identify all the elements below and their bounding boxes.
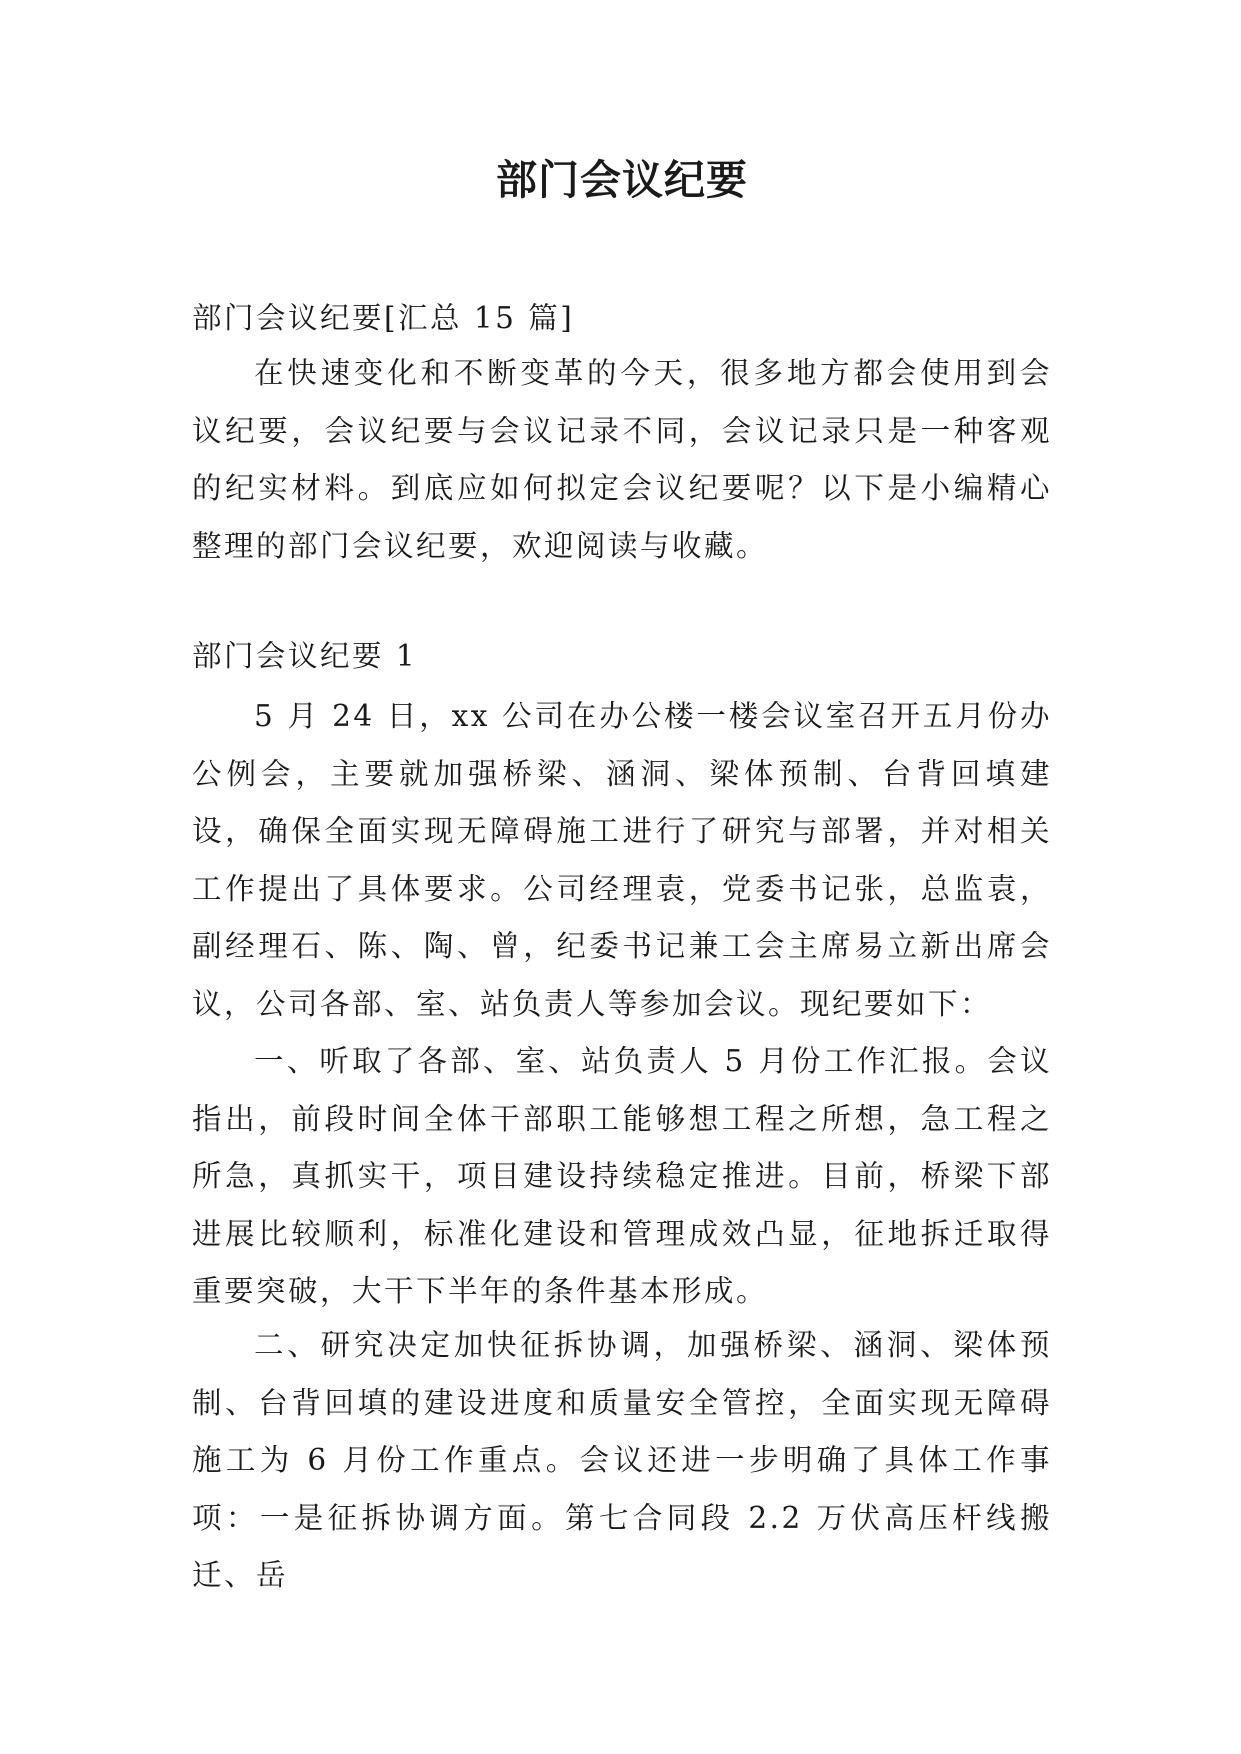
intro-paragraph: 在快速变化和不断变革的今天，很多地方都会使用到会议纪要，会议纪要与会议记录不同，会议记录只是一种客观的纪实材料。到底应如何拟定会议纪要呢？以下是小编精心整理的部门会议纪要，欢迎阅读与收藏。 xyxy=(192,356,1052,563)
section-paragraph: 一、听取了各部、室、站负责人 5 月份工作汇报。会议指出，前段时间全体干部职工能够想工程之所想，急工程之所急，真抓实干，项目建设持续稳定推进。目前，桥梁下部进展比较顺利，标准化建设和管理成效凸显，征地拆迁取得重要突破，大干下半年的条件基本形成。 xyxy=(192,1044,1052,1308)
document-title: 部门会议纪要 xyxy=(496,156,748,204)
section-paragraph: 5 月 24 日，xx 公司在办公楼一楼会议室召开五月份办公例会，主要就加强桥梁、涵洞、梁体预制、台背回填建设，确保全面实现无障碍施工进行了研究与部署，并对相关工作提出了具体要求。公司经理袁，党委书记张，总监袁，副经理石、陈、陶、曾，纪委书记兼工会主席易立新出席会议，公司各部、室、站负责人等参加会议。现纪要如下： xyxy=(192,699,1052,1021)
section-paragraph: 二、研究决定加快征拆协调，加强桥梁、涵洞、梁体预制、台背回填的建设进度和质量安全管控，全面实现无障碍施工为 6 月份工作重点。会议还进一步明确了具体工作事项：一是征拆协调方面。第七合同段 2.2 万伏高压杆线搬迁、岳 xyxy=(192,1328,1052,1592)
section-heading: 部门会议纪要 1 xyxy=(192,639,418,673)
document-subtitle: 部门会议纪要[汇总 15 篇] xyxy=(192,301,575,335)
